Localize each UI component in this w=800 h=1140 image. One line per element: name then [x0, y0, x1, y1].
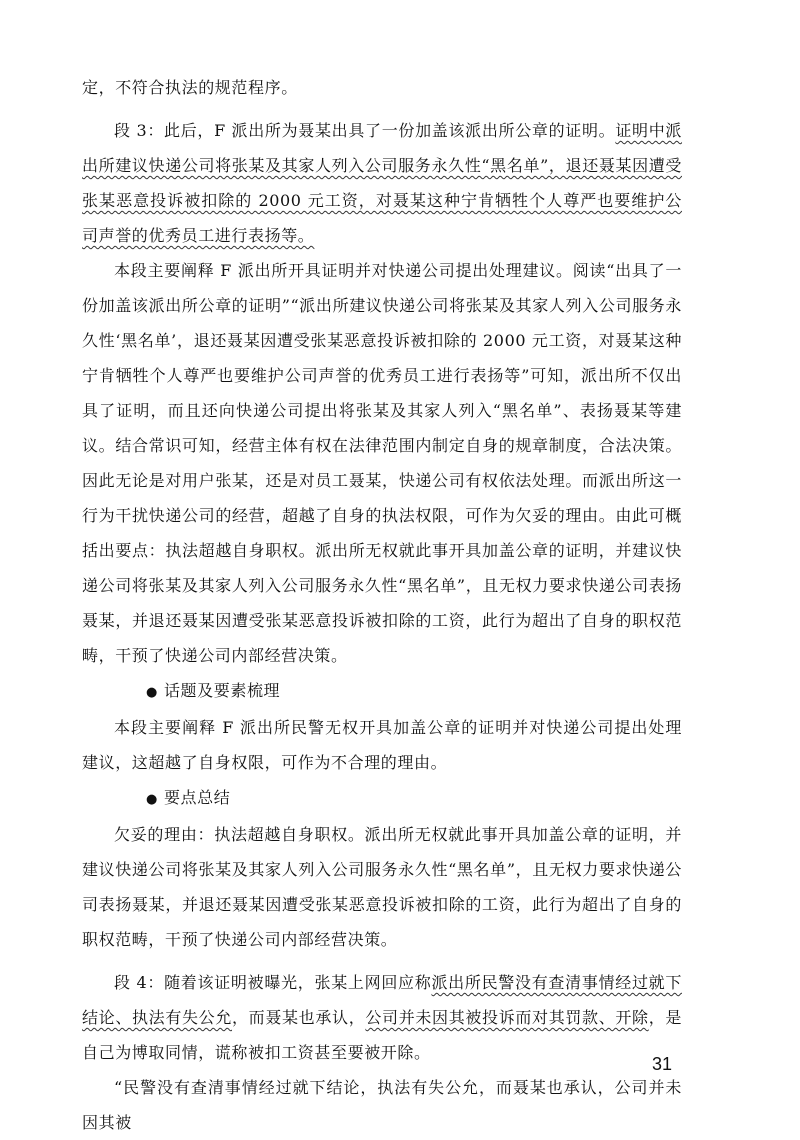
page-content [82, 70, 682, 1140]
heading-summary-label: 要点总结 [163, 788, 231, 807]
paragraph-summary: 欠妥的理由：执法超越自身职权。派出所无权就此事开具加盖公章的证明，并建议快递公司将张某及其家人列入公司服务永久性“黑名单”，且无权力要求快递公司表扬聂某，并退还聂某因遭受张某恶意投诉被扣除的工资，此行为超出了自身的职权范畴，干预了快递公司内部经营决策。 [82, 825, 682, 949]
segment-4-highlight-2: 公司并未因其被投诉而对其罚款、开除 [365, 1008, 649, 1027]
paragraph-segment-4 [82, 965, 682, 1070]
paragraph-continuation: 定，不符合执法的规范程序。 [82, 78, 298, 97]
bullet-icon: ● [146, 685, 158, 700]
segment-3-highlight: 证明中派出所建议快递公司将张某及其家人列入公司服务永久性“黑名单”，退还聂某因遭受张某恶意投诉被扣除的 2000 元工资，对聂某这种宁肯牺牲个人尊严也要维护公司声誉的优秀员工进行表扬等。 [82, 121, 683, 245]
heading-topic-label: 话题及要素梳理 [163, 681, 281, 700]
paragraph-analysis: 本段主要阐释 F 派出所开具证明并对快递公司提出处理建议。阅读“出具了一份加盖该派出所公章的证明”“派出所建议快递公司将张某及其家人列入公司服务永久性‘黑名单’，退还聂某因遭受张某恶意投诉被扣除的 2000 元工资，对聂某这种宁肯牺牲个人尊严也要维护公司声誉的优秀员工进行表扬等”可知，派出所不仅出具了证明，而且还向快递公司提出将张某及其家人列入“黑名单”、表扬聂某等建议。结合常识可知，经营主体有权在法律范围内制定自身的规章制度，合法决策。因此无论是对用户张某，还是对员工聂某，快递公司有权依法处理。而派出所这一行为干扰快递公司的经营，超越了自身的执法权限，可作为欠妥的理由。由此可概括出要点：执法超越自身职权。派出所无权就此事开具加盖公章的证明，并建议快递公司将张某及其家人列入公司服务永久性“黑名单”，且无权力要求快递公司表扬聂某，并退还聂某因遭受张某恶意投诉被扣除的工资，此行为超出了自身的职权范畴，干预了快递公司内部经营决策。 [82, 261, 682, 665]
segment-4-mid: ，而聂某也承认， [232, 1008, 366, 1027]
paragraph-quote-start: “民警没有查清事情经过就下结论，执法有失公允，而聂某也承认，公司并未因其被 [82, 1078, 682, 1132]
bullet-icon: ● [146, 792, 158, 807]
page-number: 31 [652, 1054, 673, 1074]
segment-4-highlight-1: 派出所民警没有查清事情经过就下结论、执法有失公允 [82, 973, 682, 1027]
segment-4-lead: 段 4：随着该证明被曝光，张某上网回应称 [114, 973, 432, 992]
segment-4-tail: ，是自己为博取同情，谎称被扣工资甚至要被开除。 [82, 1008, 682, 1062]
paragraph-topic: 本段主要阐释 F 派出所民警无权开具加盖公章的证明并对快递公司提出处理建议，这超越了自身权限，可作为不合理的理由。 [82, 718, 682, 772]
segment-3-lead: 段 3：此后，F 派出所为聂某出具了一份加盖该派出所公章的证明。 [114, 121, 616, 140]
paragraph-segment-3 [82, 113, 682, 253]
heading-topic [82, 673, 682, 710]
heading-summary [82, 780, 682, 817]
